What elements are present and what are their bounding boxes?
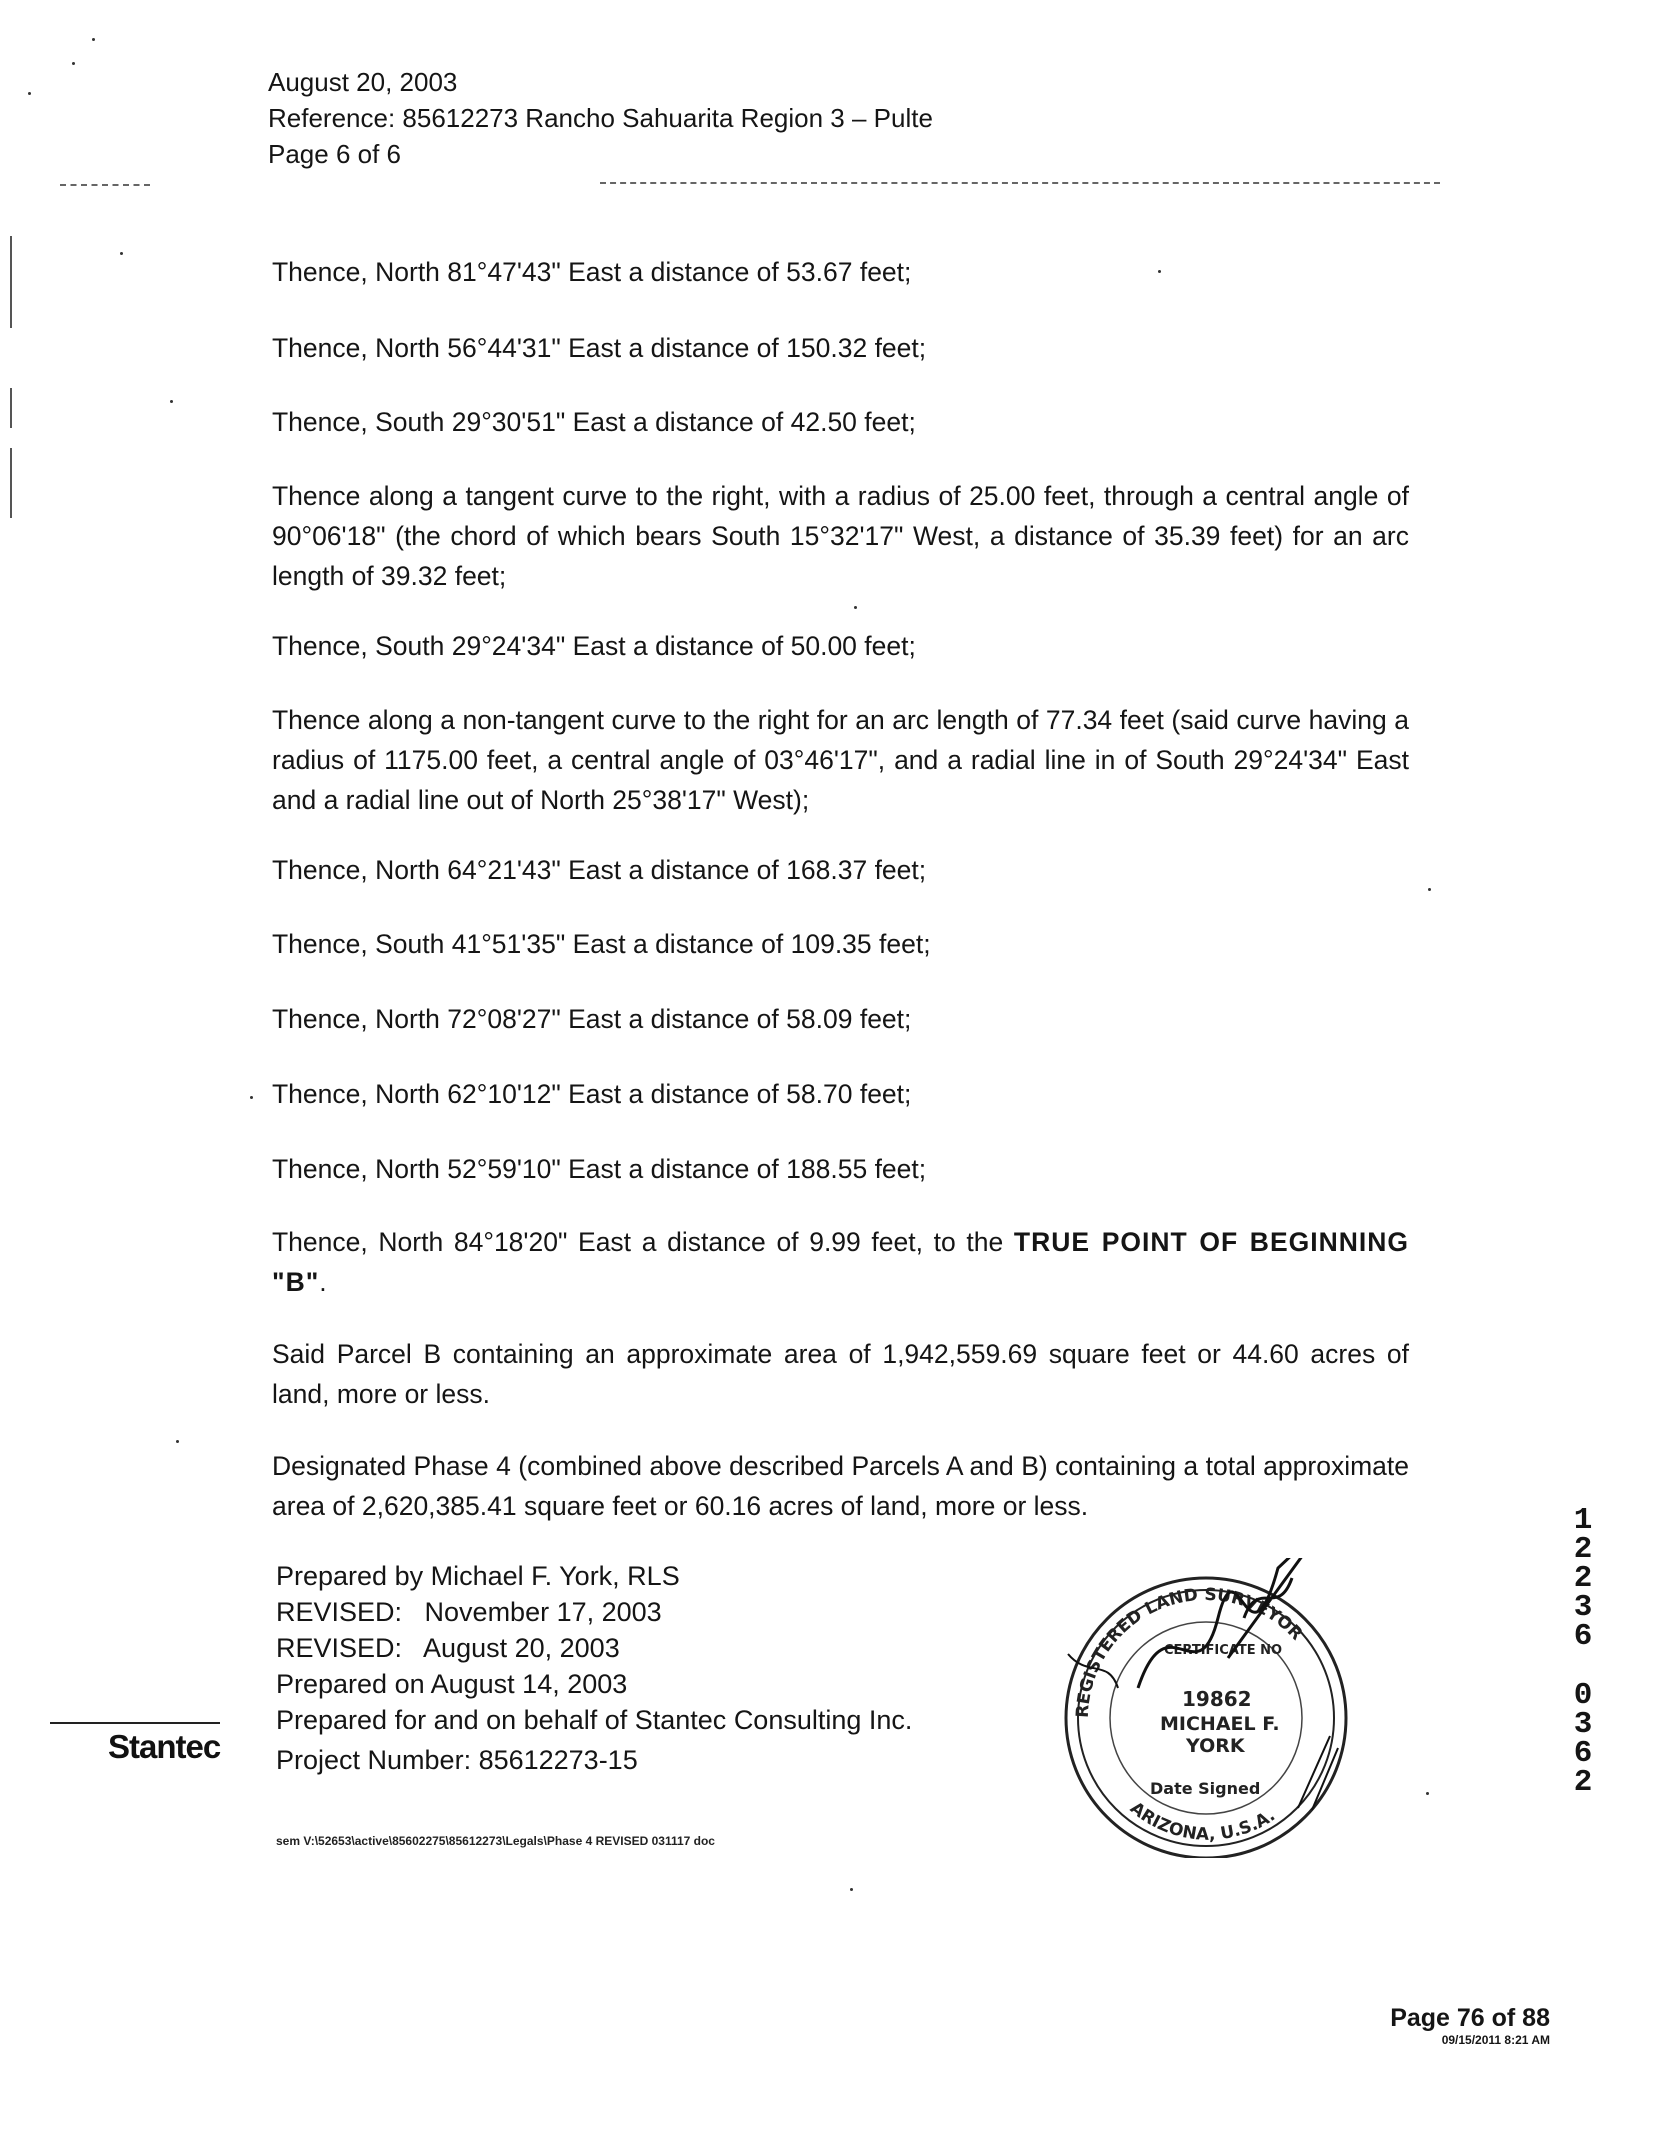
header-rule	[600, 182, 1440, 184]
recording-digit: 2	[1573, 1561, 1593, 1596]
scan-speck	[1428, 888, 1431, 891]
recording-digit: 2	[1573, 1765, 1593, 1800]
recording-number	[1568, 1503, 1598, 1800]
revised-date-2: REVISED: August 20, 2003	[276, 1633, 620, 1663]
seal-name-last: YORK	[1186, 1735, 1245, 1757]
prepared-on: Prepared on August 14, 2003	[276, 1669, 628, 1699]
recording-digit: 6	[1573, 1619, 1593, 1654]
call-line: Thence, South 29°30'51" East a distance of 42.50 feet;	[272, 407, 916, 437]
recording-digit: 1	[1573, 1503, 1593, 1538]
page-footer	[1390, 2004, 1550, 2047]
seal-name-first: MICHAEL F.	[1160, 1713, 1280, 1735]
prepared-by: Prepared by Michael F. York, RLS	[276, 1561, 680, 1591]
recording-digit: 6	[1573, 1736, 1593, 1771]
document-date: August 20, 2003	[268, 67, 458, 97]
scan-speck	[1426, 1792, 1429, 1795]
seal-top-text: REGISTERED LAND SURVEYOR	[1072, 1584, 1307, 1719]
scan-speck	[850, 1888, 853, 1891]
scan-speck	[854, 606, 857, 609]
logo-rule	[50, 1722, 220, 1724]
page-indicator: Page 6 of 6	[268, 139, 401, 169]
phase-4-area: Designated Phase 4 (combined above described Parcels A and B) containing a total approximate area of 2,620,385.41 square feet or 60.16 acres of land, more or less.	[272, 1451, 1409, 1521]
call-paragraph: Thence along a tangent curve to the right, with a radius of 25.00 feet, through a central angle of 90°06'18" (the chord of which bears South 15°32'17" West, a distance of 35.39 feet) for an arc length of 39.32 feet;	[272, 481, 1409, 591]
seal-bottom-text: ARIZONA, U.S.A.	[1126, 1798, 1279, 1845]
recording-digit: 3	[1573, 1707, 1593, 1742]
parcel-b-area: Said Parcel B containing an approximate area of 1,942,559.69 square feet or 44.60 acres of land, more or less.	[272, 1339, 1409, 1409]
file-path: sem V:\52653\active\85602275\85612273\Legals\Phase 4 REVISED 031117 doc	[276, 1834, 715, 1848]
prepared-for: Prepared for and on behalf of Stantec Consulting Inc.	[276, 1705, 913, 1735]
call-line: Thence, South 29°24'34" East a distance of 50.00 feet;	[272, 631, 916, 661]
recording-digit: 2	[1573, 1532, 1593, 1567]
final-call-text: Thence, North 84°18'20" East a distance of 9.99 feet, to the	[272, 1227, 1004, 1257]
scan-speck	[250, 1096, 253, 1099]
scan-speck	[120, 252, 123, 255]
seal-certificate-label: CERTIFICATE NO	[1164, 1643, 1283, 1658]
true-point-of-beginning: TRUE POINT OF BEGINNING "B"	[272, 1227, 1409, 1297]
document-reference: Reference: 85612273 Rancho Sahuarita Region 3 – Pulte	[268, 103, 933, 133]
scan-speck	[72, 62, 75, 65]
seal-certificate-number: 19862	[1182, 1687, 1252, 1711]
scan-speck	[92, 38, 95, 41]
call-line: Thence, North 56°44'31" East a distance of 150.32 feet;	[272, 333, 927, 363]
scan-speck	[176, 1440, 179, 1443]
scan-speck	[170, 400, 173, 403]
call-line: Thence, South 41°51'35" East a distance of 109.35 feet;	[272, 929, 931, 959]
call-line: Thence, North 64°21'43" East a distance of 168.37 feet;	[272, 855, 927, 885]
seal-date-signed: Date Signed	[1150, 1779, 1261, 1798]
call-line: Thence, North 52°59'10" East a distance of 188.55 feet;	[272, 1154, 927, 1184]
scan-speck	[28, 92, 31, 95]
call-line: Thence, North 81°47'43" East a distance of 53.67 feet;	[272, 257, 912, 287]
page-count: Page 76 of 88	[1390, 2004, 1550, 2032]
scan-margin-line	[10, 448, 12, 518]
final-call	[272, 1222, 1409, 1302]
revised-date-1: REVISED: November 17, 2003	[276, 1597, 662, 1627]
scan-margin-line	[10, 388, 12, 428]
surveyor-seal-stamp	[1048, 1558, 1368, 1858]
call-line: Thence, North 72°08'27" East a distance of 58.09 feet;	[272, 1004, 912, 1034]
final-call-end: .	[319, 1267, 327, 1297]
call-paragraph: Thence along a non-tangent curve to the right for an arc length of 77.34 feet (said curve having a radius of 1175.00 feet, a central angle of 03°46'17", and a radial line in of South 29°24'34" East and a radial line out of North 25°38'17" West);	[272, 705, 1409, 815]
scan-dashed-rule	[60, 184, 150, 186]
stantec-logo: Stantec	[108, 1728, 221, 1765]
project-number: Project Number: 85612273-15	[276, 1745, 638, 1775]
recording-digit: 0	[1573, 1678, 1593, 1713]
print-timestamp: 09/15/2011 8:21 AM	[1441, 2033, 1550, 2047]
scan-margin-line	[10, 236, 12, 328]
call-line: Thence, North 62°10'12" East a distance of 58.70 feet;	[272, 1079, 912, 1109]
recording-digit: 3	[1573, 1590, 1593, 1625]
